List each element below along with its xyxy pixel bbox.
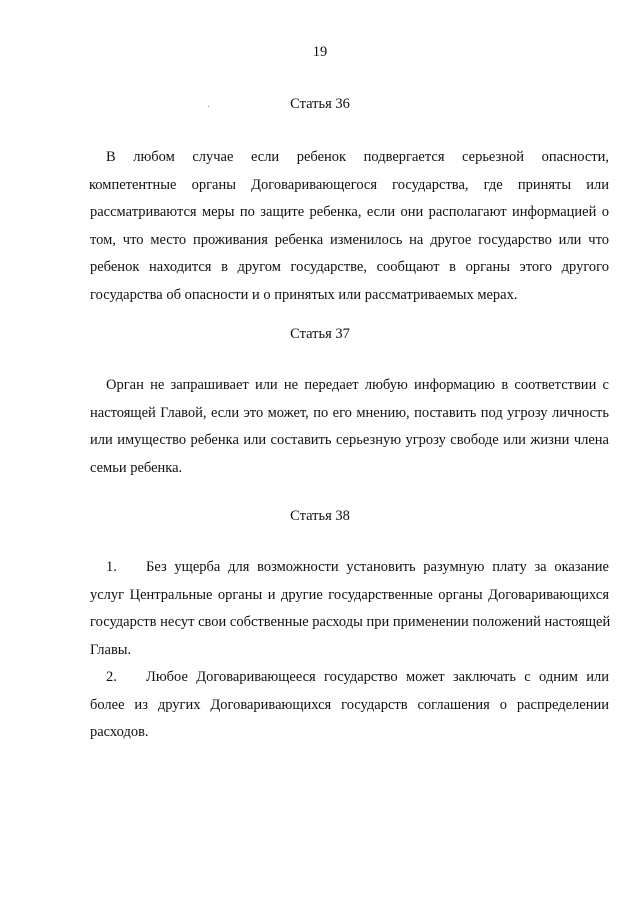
article-38-item-1-first-text: Без ущерба для возможности установить разумную плату за оказание bbox=[146, 559, 609, 575]
article-38-item-1 bbox=[90, 554, 609, 664]
article-38-item-1-line-2: услуг Центральные органы и другие государственные органы Договаривающихся bbox=[90, 586, 609, 603]
article-38-item-1-line-4: Главы. bbox=[90, 641, 132, 658]
article-36-paragraph bbox=[90, 144, 609, 309]
article-36-line-3: рассматриваются меры по защите ребенка, если они располагают информацией о bbox=[90, 204, 609, 220]
page-number: 19 bbox=[312, 44, 328, 60]
article-38-item-1-line-3: государств несут свои собственные расходы при применении положений настоящей bbox=[90, 614, 611, 630]
article-38-item-1-number: 1. bbox=[106, 559, 117, 575]
article-37-line-1: Орган не запрашивает или не передает любую информацию в соответствии с bbox=[106, 377, 609, 393]
article-36-line-1: В любом случае если ребенок подвергается серьезной опасности, bbox=[106, 149, 609, 165]
article-38-item-2-number: 2. bbox=[106, 669, 117, 685]
article-37-line-2: настоящей Главой, если это может, по его мнению, поставить под угрозу личность bbox=[90, 404, 609, 421]
article-38-heading: Статья 38 bbox=[290, 508, 350, 524]
article-38-item-2-line-2: более из других Договаривающихся государств соглашения о распределении bbox=[90, 696, 609, 713]
article-36-heading: Статья 36 bbox=[290, 96, 350, 112]
article-38-item-1-first-line bbox=[90, 554, 609, 582]
article-37-line-4: семьи ребенка. bbox=[90, 459, 183, 476]
article-38-item-2-line-3: расходов. bbox=[90, 724, 149, 740]
article-38-item-2-first-text: Любое Договаривающееся государство может заключать с одним или bbox=[146, 669, 609, 685]
article-37-paragraph bbox=[90, 372, 609, 482]
article-38-item-2-first-line bbox=[90, 664, 609, 692]
article-37-heading: Статья 37 bbox=[290, 326, 350, 342]
article-36-line-4: том, что место проживания ребенка изменилось на другое государство или что bbox=[90, 231, 609, 248]
article-37-line-3: или имущество ребенка или составить серьезную угрозу свободе или жизни члена bbox=[90, 432, 609, 448]
article-36-line-6: государства об опасности и о принятых или рассматриваемых мерах. bbox=[90, 286, 518, 303]
article-36-line-5: ребенок находится в другом государстве, сообщают в органы этого другого bbox=[90, 259, 609, 275]
article-36-line-2: компетентные органы Договаривающегося государства, где приняты или bbox=[89, 176, 609, 193]
article-38-item-2 bbox=[90, 664, 609, 747]
